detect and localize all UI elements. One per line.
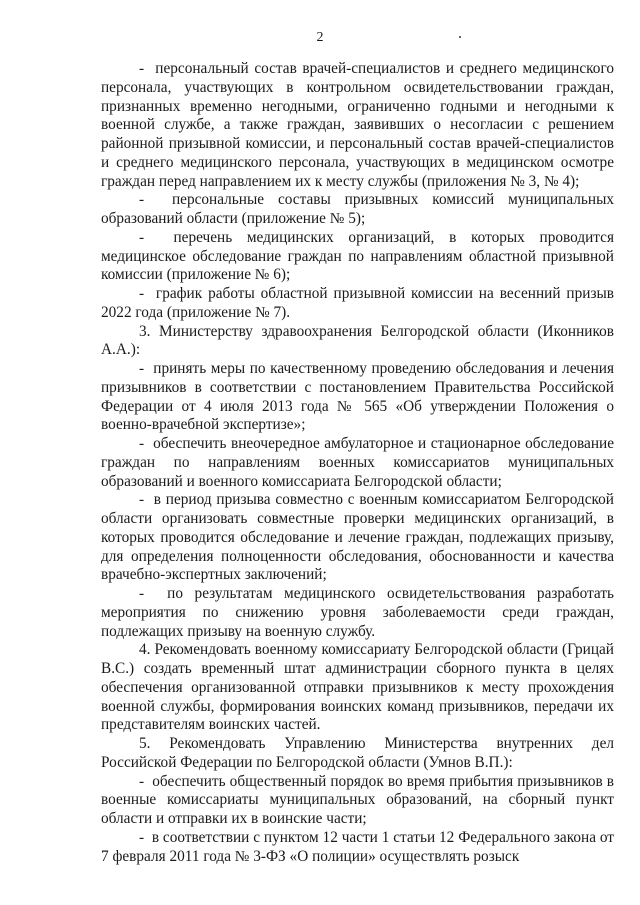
paragraph-morbidity-measures: - по результатам медицинского освидетельствования разработать мероприятия по снижению уровня заболеваемости среди граждан, подлежащих призыву на военную службу.: [101, 585, 614, 640]
paragraph-work-schedule: - график работы областной призывной комиссии на весенний призыв 2022 года (приложение № 7).: [101, 285, 614, 321]
paragraph-joint-inspections: - в период призыва совместно с военным комиссариатом Белгородской области организовать совместные проверки медицинских организаций, в которых проводится обследование и лечение граждан, подлежащих призыву, для определения полноценности обследования, обоснованности и качества врачебно-экспертных заключений;: [101, 491, 614, 584]
page-number: 2: [316, 30, 324, 45]
document-body: [101, 60, 614, 866]
scan-speck: [459, 36, 461, 38]
paragraph-item-5: 5. Рекомендовать Управлению Министерства внутренних дел Российской Федерации по Белгородской области (Умнов В.П.):: [101, 735, 614, 771]
paragraph-public-order: - обеспечить общественный порядок во время прибытия призывников в военные комиссариаты муниципальных образований, на сборный пункт области и отправки их в воинские части;: [101, 772, 614, 827]
paragraph-item-3: 3. Министерству здравоохранения Белгородской области (Иконников А.А.):: [101, 322, 614, 359]
paragraph-item-4: 4. Рекомендовать военному комиссариату Белгородской области (Грицай В.С.) создать временный штат администрации сборного пункта в целях обеспечения организованной отправки призывников к месту прохождения военной службы, формирования воинских команд призывников, передачи их представителям воинских частей.: [101, 641, 614, 734]
paragraph-police-search: - в соответствии с пунктом 12 части 1 статьи 12 Федерального закона от 7 февраля 2011 года № 3-ФЗ «О полиции» осуществлять розыск: [101, 828, 614, 865]
paragraph-priority-examination: - обеспечить внеочередное амбулаторное и стационарное обследование граждан по направлениям военных комиссариатов муниципальных образований и военного комиссариата Белгородской области;: [101, 435, 614, 490]
paragraph-medical-organizations: - перечень медицинских организаций, в которых проводится медицинское обследование граждан по направлениям областной призывной комиссии (приложение № 6);: [101, 228, 614, 284]
paragraph-examination-measures: - принять меры по качественному проведению обследования и лечения призывников в соответствии с постановлением Правительства Российской Федерации от 4 июля 2013 года № 565 «Об утверждении Положения о военно-врачебной экспертизе»;: [101, 360, 614, 434]
paragraph-staff-composition: - персональный состав врачей-специалистов и среднего медицинского персонала, участвующих в контрольном освидетельствовании граждан, признанных временно негодными, ограниченно годными и негодными к военной службе, а также граждан, заявивших о несогласии с решением районной призывной комиссии, и персональный состав врачей-специалистов и среднего медицинского персонала, участвующих в медицинском осмотре граждан перед направлением их к месту службы (приложения № 3, № 4);: [101, 60, 614, 190]
paragraph-draft-commissions: - персональные составы призывных комиссий муниципальных образований области (приложение № 5);: [101, 191, 614, 227]
